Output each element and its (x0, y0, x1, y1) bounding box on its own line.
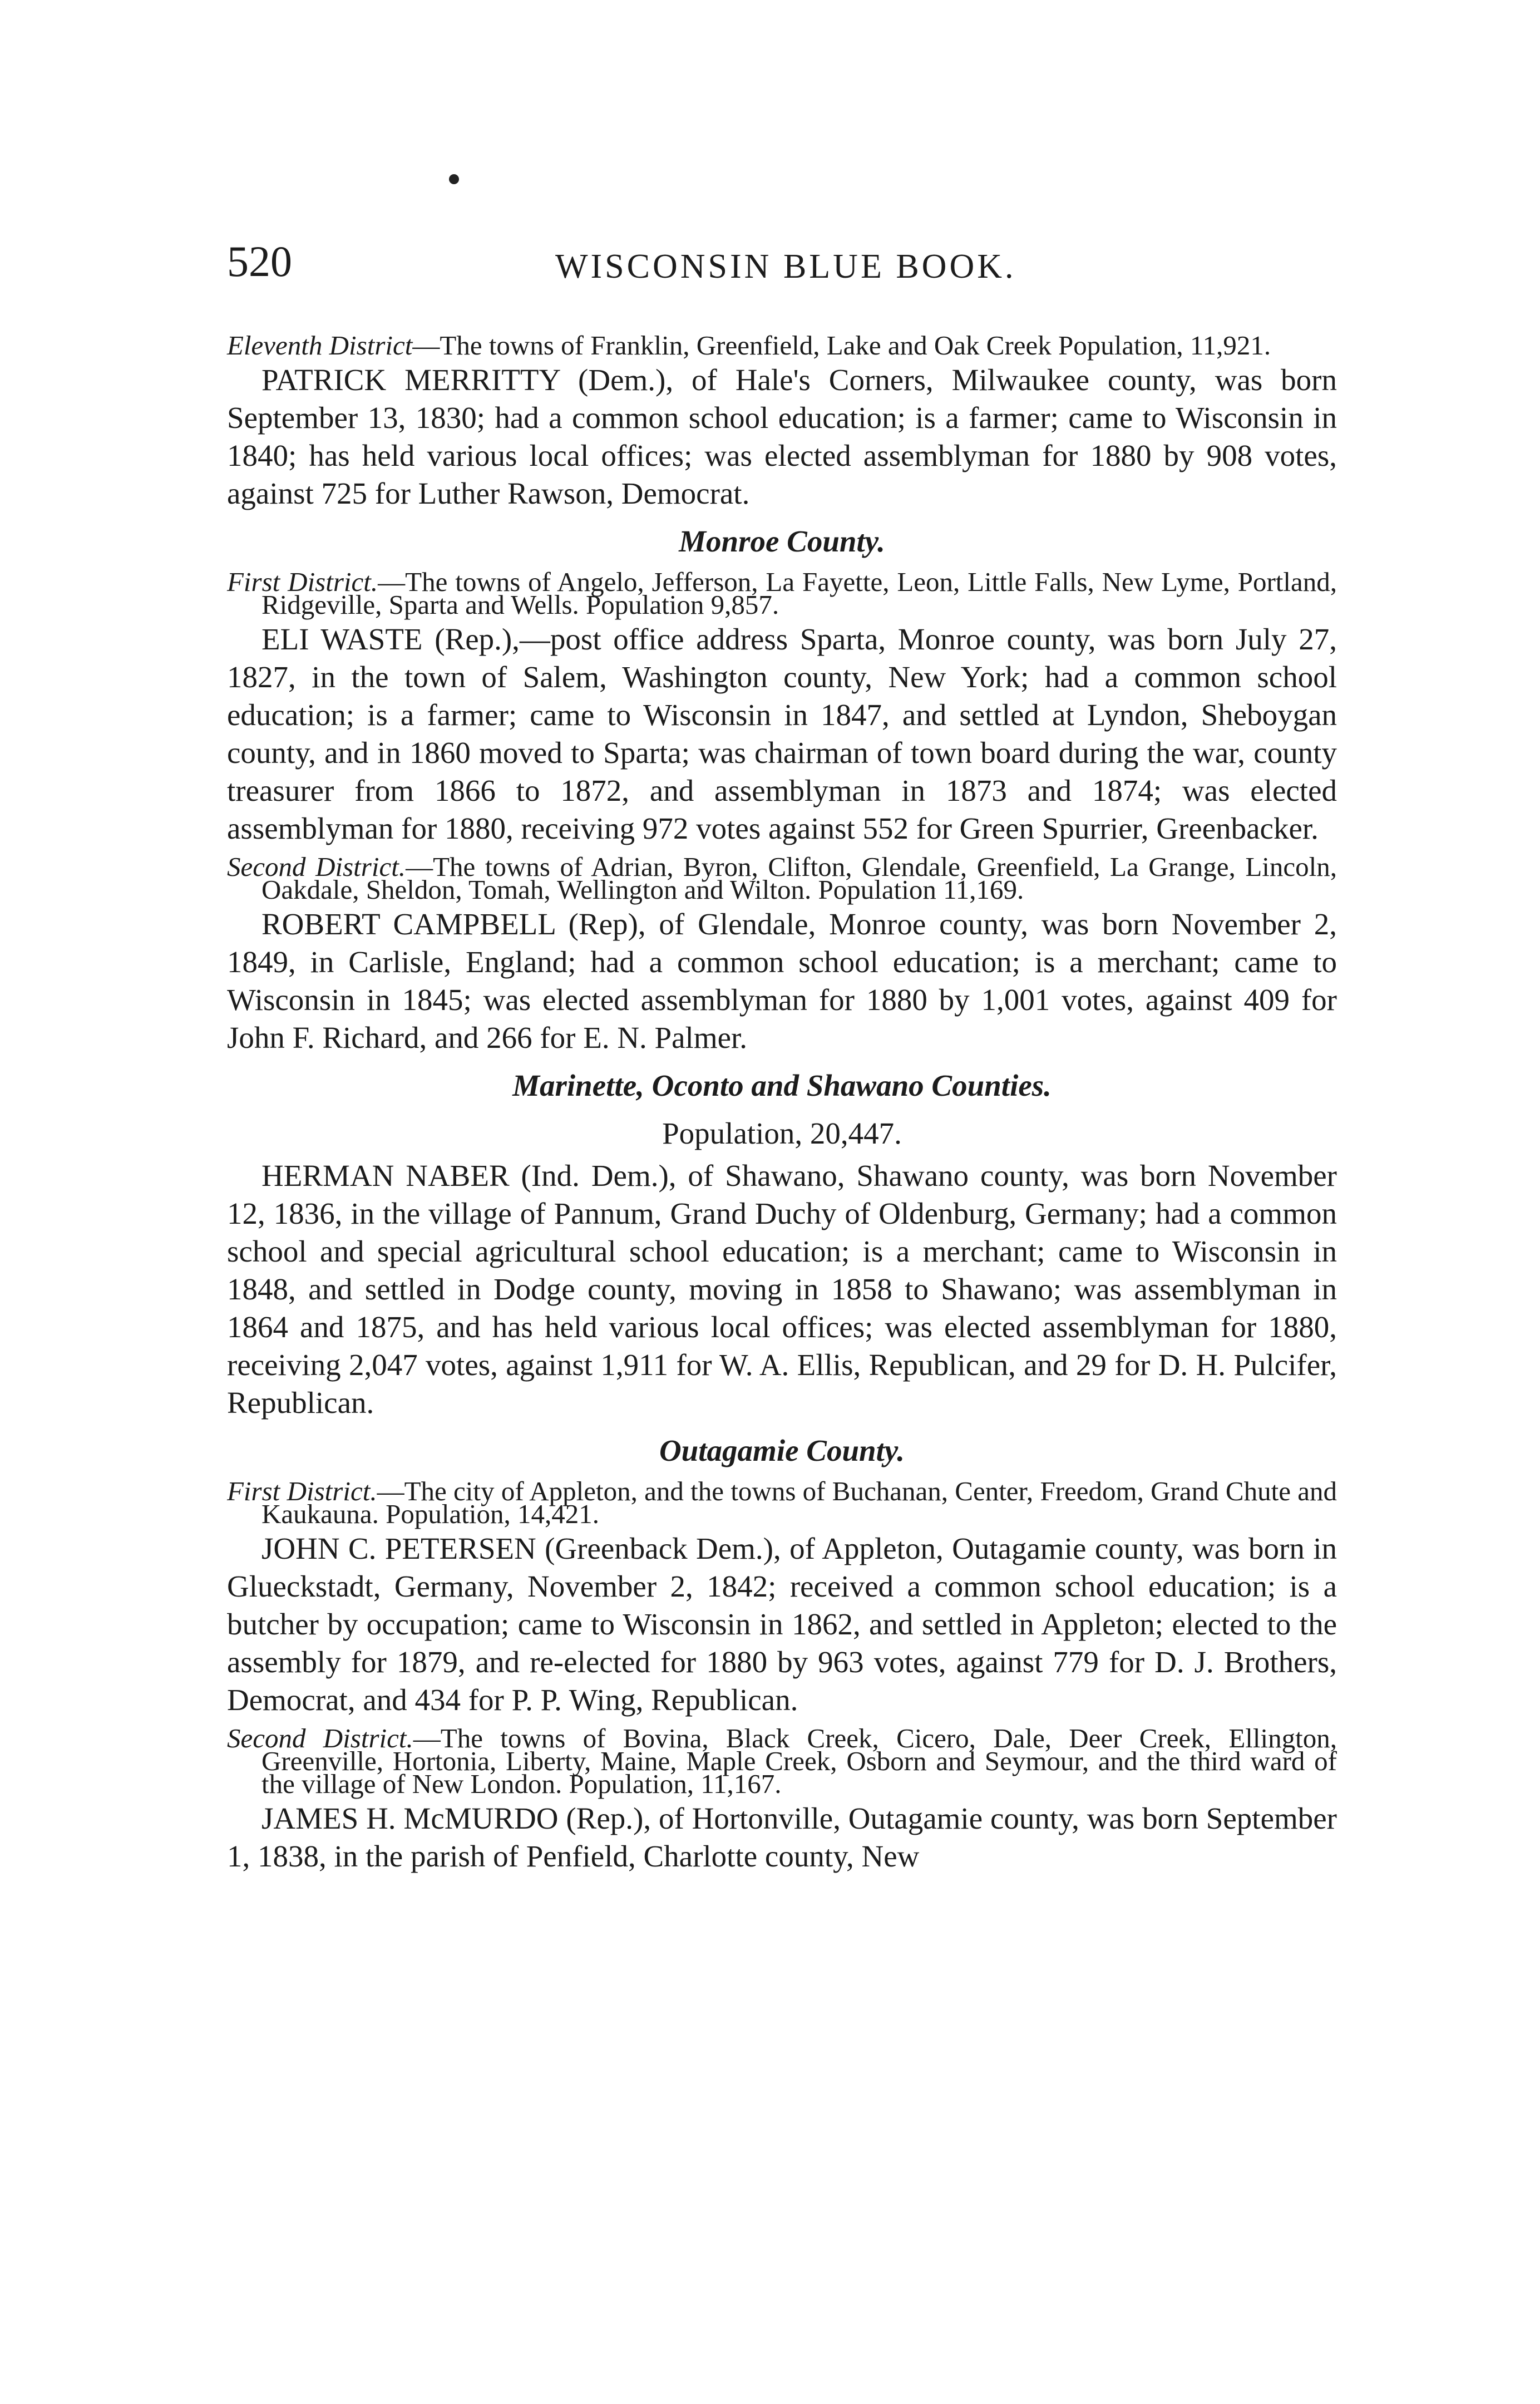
member-biography: JOHN C. PETERSEN (Greenback Dem.), of Appleton, Outagamie county, was born in Glueckstadt, Germany, November 2, 1842; received a common school education; is a butcher by occupation; came to Wisconsin in 1862, and settled in Appleton; elected to the assembly for 1879, and re-elected for 1880 by 963 votes, against 779 for D. J. Brothers, Democrat, and 434 for P. P. Wing, Republican. (227, 1531, 1337, 1717)
district-heading (227, 330, 1337, 361)
district-description: —The towns of Angelo, Jefferson, La Fayette, Leon, Little Falls, New Lyme, Portland, Ridgeville, Sparta and Wells. Population 9,857. (261, 566, 1337, 620)
district-label: First District. (227, 566, 378, 597)
running-head: WISCONSIN BLUE BOOK. (555, 248, 1016, 285)
district-label: Second District. (227, 851, 406, 882)
page-number: 520 (227, 237, 292, 285)
district-heading (227, 566, 1337, 620)
district-description: —The city of Appleton, and the towns of Buchanan, Center, Freedom, Grand Chute and Kaukauna. Population, 14,421. (261, 1476, 1337, 1529)
population-line: Population, 20,447. (662, 1116, 902, 1150)
member-biography: PATRICK MERRITTY (Dem.), of Hale's Corners, Milwaukee county, was born September 13, 1830; had a common school education; is a farmer; came to Wisconsin in 1840; has held various local offices; was elected assemblyman for 1880 by 908 votes, against 725 for Luther Rawson, Democrat. (227, 363, 1337, 510)
ink-dot (449, 174, 459, 184)
county-heading: Monroe County. (679, 524, 885, 558)
district-description: —The towns of Adrian, Byron, Clifton, Glendale, Greenfield, La Grange, Lincoln, Oakdale, Sheldon, Tomah, Wellington and Wilton. Population 11,169. (261, 851, 1337, 905)
district-heading (227, 851, 1337, 905)
county-heading: Outagamie County. (659, 1433, 905, 1467)
district-label: Second District. (227, 1723, 413, 1753)
district-description: —The towns of Bovina, Black Creek, Cicero, Dale, Deer Creek, Ellington, Greenville, Hortonia, Liberty, Maine, Maple Creek, Osborn and Seymour, and the third ward of the village of New London. Population, 11,167. (261, 1723, 1337, 1799)
member-biography: HERMAN NABER (Ind. Dem.), of Shawano, Shawano county, was born November 12, 1836, in the village of Pannum, Grand Duchy of Oldenburg, Germany; had a common school and special agricultural school education; is a merchant; came to Wisconsin in 1848, and settled in Dodge county, moving in 1858 to Shawano; was assemblyman in 1864 and 1875, and has held various local offices; was elected assemblyman for 1880, receiving 2,047 votes, against 1,911 for W. A. Ellis, Republican, and 29 for D. H. Pulcifer, Republican. (227, 1159, 1337, 1420)
member-biography: JAMES H. McMURDO (Rep.), of Hortonville, Outagamie county, was born September 1, 1838, in the parish of Penfield, Charlotte county, New (227, 1801, 1337, 1873)
county-heading: Marinette, Oconto and Shawano Counties. (512, 1068, 1052, 1102)
district-label: Eleventh District (227, 330, 413, 361)
member-biography: ROBERT CAMPBELL (Rep), of Glendale, Monroe county, was born November 2, 1849, in Carlisle, England; had a common school education; is a merchant; came to Wisconsin in 1845; was elected assemblyman for 1880 by 1,001 votes, against 409 for John F. Richard, and 266 for E. N. Palmer. (227, 907, 1337, 1055)
page-header (227, 234, 1340, 295)
district-label: First District. (227, 1476, 377, 1506)
district-description: —The towns of Franklin, Greenfield, Lake and Oak Creek Population, 11,921. (412, 330, 1271, 361)
district-heading (227, 1723, 1337, 1799)
member-biography: ELI WASTE (Rep.),—post office address Sparta, Monroe county, was born July 27, 1827, in the town of Salem, Washington county, New York; had a common school education; is a farmer; came to Wisconsin in 1847, and settled at Lyndon, Sheboygan county, and in 1860 moved to Sparta; was chairman of town board during the war, county treasurer from 1866 to 1872, and assemblyman in 1873 and 1874; was elected assemblyman for 1880, receiving 972 votes against 552 for Green Spurrier, Greenbacker. (227, 622, 1337, 845)
page-body (227, 330, 1337, 1883)
district-heading (227, 1476, 1337, 1529)
